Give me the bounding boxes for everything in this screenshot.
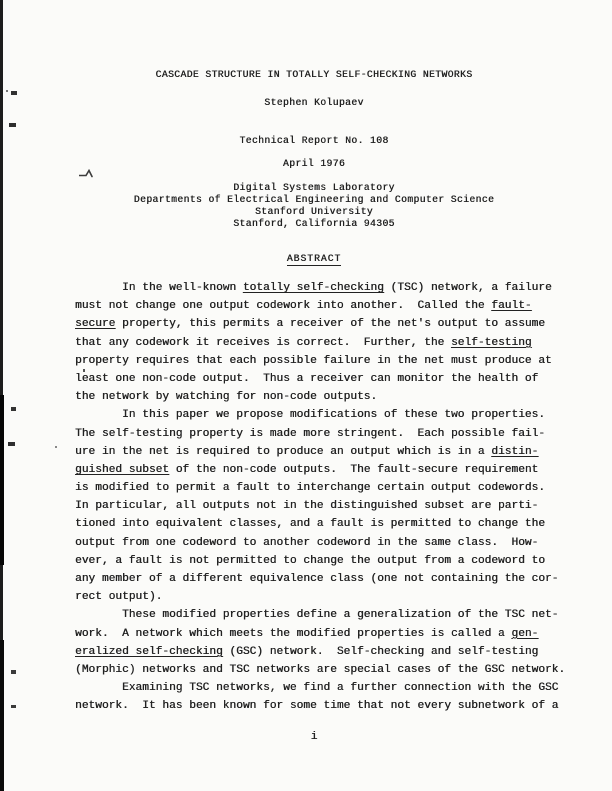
scan-edge-strip-dark bbox=[0, 640, 4, 791]
abstract-line: must not change one output codework into another. Called the fault- bbox=[75, 300, 532, 313]
abstract-line: is modified to permit a fault to interchange certain output codewords. bbox=[75, 482, 545, 495]
abstract-line: These modified properties define a generalization of the TSC net- bbox=[75, 609, 559, 622]
handwritten-mark bbox=[79, 169, 95, 178]
report-number: Technical Report No. 108 bbox=[239, 135, 389, 146]
institution-line: Digital Systems Laboratory bbox=[233, 182, 395, 193]
institution-line: Stanford University bbox=[254, 206, 374, 217]
report-title: CASCADE STRUCTURE IN TOTALLY SELF-CHECKING NETWORKS bbox=[155, 69, 473, 80]
abstract-line: (Morphic) networks and TSC networks are special cases of the GSC network. bbox=[75, 663, 566, 676]
scan-artifact bbox=[9, 123, 16, 127]
scan-artifact bbox=[55, 446, 57, 448]
abstract-line: the network by watching for non-code outputs. bbox=[75, 391, 378, 404]
abstract-line: tioned into equivalent classes, and a fault is permitted to change the bbox=[75, 518, 545, 531]
abstract-line: The self-testing property is made more stringent. Each possible fail- bbox=[75, 427, 545, 440]
abstract-line: guished subset of the non-code outputs. The fault-secure requirement bbox=[75, 463, 539, 476]
abstract-line: In this paper we propose modifications of these two properties. bbox=[75, 409, 545, 422]
scan-artifact bbox=[11, 407, 16, 411]
abstract-line: property requires that each possible failure in the net must produce at bbox=[75, 354, 552, 367]
abstract-line: ure in the net is required to produce an output which is in a distin- bbox=[75, 445, 539, 458]
abstract-line: In particular, all outputs not in the distinguished subset are parti- bbox=[75, 500, 539, 513]
page-number: i bbox=[310, 731, 318, 743]
abstract-line: least one non-code output. Thus a receiver can monitor the health of bbox=[75, 372, 539, 385]
abstract-line: Examining TSC networks, we find a further connection with the GSC bbox=[75, 682, 559, 695]
abstract-line: eralized self-checking (GSC) network. Self-checking and self-testing bbox=[75, 645, 539, 658]
scan-edge-strip-dark bbox=[0, 395, 4, 565]
scan-artifact bbox=[8, 442, 15, 446]
report-date: April 1976 bbox=[282, 158, 346, 169]
institution-line: Departments of Electrical Engineering and Computer Science bbox=[133, 194, 495, 205]
abstract-line: that any codework it receives is correct. Further, the self-testing bbox=[75, 336, 532, 349]
scan-artifact bbox=[11, 91, 17, 95]
scan-artifact bbox=[6, 90, 8, 92]
abstract-heading: ABSTRACT bbox=[286, 253, 342, 264]
abstract-line: network. It has been known for some time that not every subnetwork of a bbox=[75, 700, 559, 713]
abstract-line: work. A network which meets the modified properties is called a gen- bbox=[75, 627, 539, 640]
author-name: Stephen Kolupaev bbox=[264, 97, 364, 108]
abstract-line: any member of a different equivalence class (one not containing the cor- bbox=[75, 573, 559, 585]
scan-artifact bbox=[11, 705, 16, 708]
abstract-line: rect output). bbox=[75, 591, 163, 604]
abstract-line: output from one codeword to another codeword in the same class. How- bbox=[75, 536, 539, 549]
abstract-text bbox=[75, 279, 595, 716]
institution-line: Stanford, California 94305 bbox=[233, 218, 395, 229]
abstract-line: ever, a fault is not permitted to change the output from a codeword to bbox=[75, 554, 545, 567]
scan-artifact bbox=[11, 670, 16, 674]
abstract-line: In the well-known totally self-checking (TSC) network, a failure bbox=[75, 282, 552, 294]
abstract-line: secure property, this permits a receiver of the net's output to assume bbox=[75, 318, 545, 331]
